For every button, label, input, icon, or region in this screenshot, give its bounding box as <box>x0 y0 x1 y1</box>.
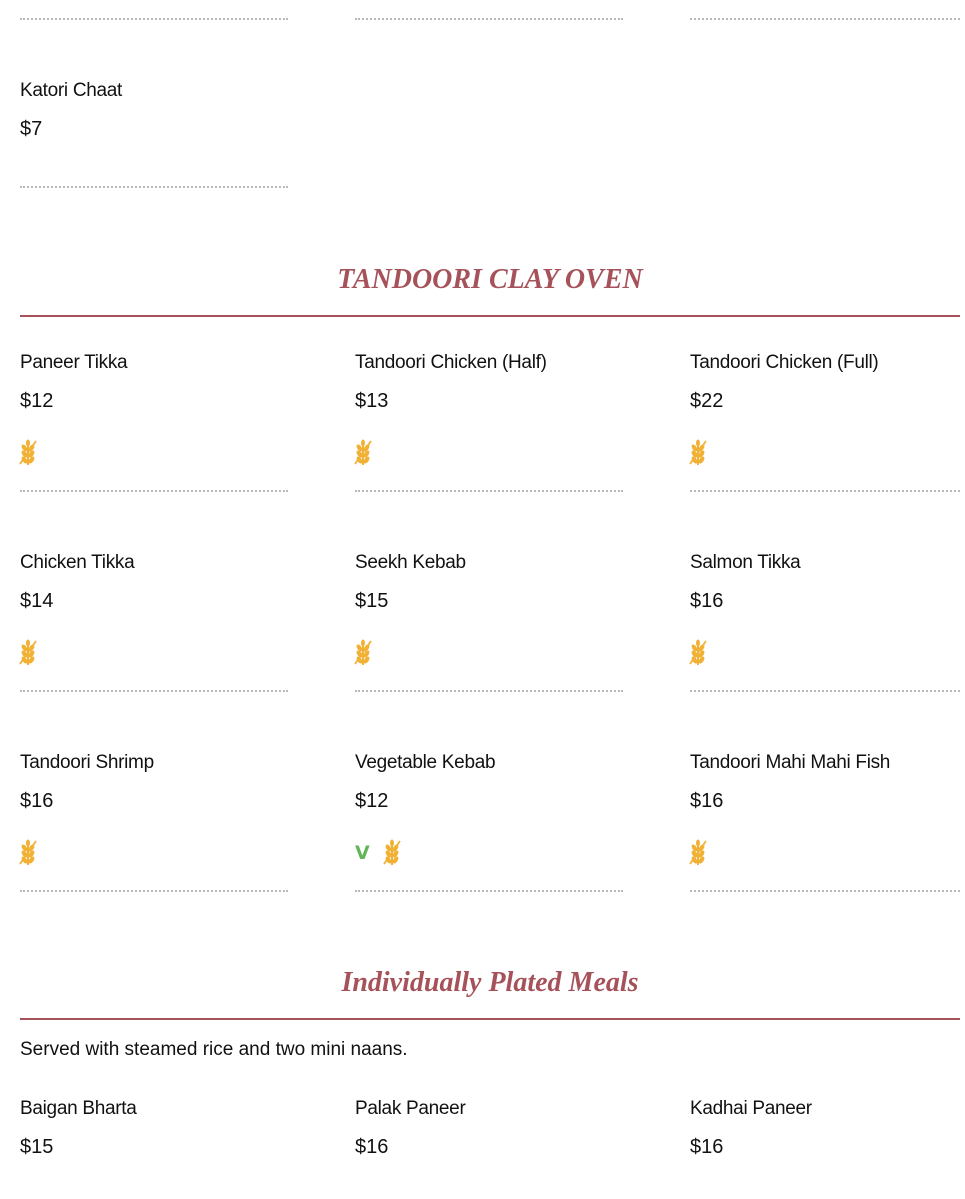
dietary-icons <box>18 438 38 468</box>
menu-item-name: Palak Paneer <box>355 1098 466 1119</box>
menu-item-price: $16 <box>690 1136 724 1158</box>
menu-item-price: $12 <box>20 390 54 412</box>
dietary-icons <box>353 438 373 468</box>
menu-item-name: Chicken Tikka <box>20 552 135 573</box>
menu-item-name: Paneer Tikka <box>20 352 128 373</box>
menu-item-price: $16 <box>355 1136 389 1158</box>
menu-item-name: Tandoori Chicken (Half) <box>355 352 547 373</box>
menu-item-name: Vegetable Kebab <box>355 752 496 773</box>
item-divider <box>355 18 623 20</box>
menu-item-price: $13 <box>355 390 389 412</box>
item-divider <box>20 490 288 492</box>
menu-item-price: $16 <box>20 790 54 812</box>
gluten-free-icon <box>353 638 373 668</box>
menu-item-price: $15 <box>355 590 389 612</box>
dietary-icons <box>355 838 402 868</box>
gluten-free-icon <box>688 638 708 668</box>
menu-item-price: $15 <box>20 1136 54 1158</box>
gluten-free-icon <box>18 838 38 868</box>
item-divider <box>20 690 288 692</box>
menu-item-name: Salmon Tikka <box>690 552 801 573</box>
item-divider <box>355 890 623 892</box>
dietary-icons <box>688 838 708 868</box>
gluten-free-icon <box>18 438 38 468</box>
menu-item-name: Katori Chaat <box>20 80 123 101</box>
menu-item-price: $7 <box>20 118 43 140</box>
menu-item-price: $16 <box>690 590 724 612</box>
section-note: Served with steamed rice and two mini naans. <box>20 1039 408 1060</box>
menu-item-name: Tandoori Chicken (Full) <box>690 352 879 373</box>
section-divider <box>20 1018 960 1020</box>
gluten-free-icon <box>688 838 708 868</box>
menu-item-name: Baigan Bharta <box>20 1098 137 1119</box>
gluten-free-icon <box>353 438 373 468</box>
menu-item-name: Seekh Kebab <box>355 552 466 573</box>
item-divider <box>20 18 288 20</box>
item-divider <box>690 18 960 20</box>
menu-item-name: Tandoori Mahi Mahi Fish <box>690 752 891 773</box>
dietary-icons <box>688 438 708 468</box>
menu-item-name: Kadhai Paneer <box>690 1098 812 1119</box>
menu-item-price: $14 <box>20 590 54 612</box>
menu-item-name: Tandoori Shrimp <box>20 752 154 773</box>
gluten-free-icon <box>18 638 38 668</box>
dietary-icons <box>353 638 373 668</box>
menu-item-price: $16 <box>690 790 724 812</box>
item-divider <box>690 890 960 892</box>
item-divider <box>690 690 960 692</box>
menu-item-price: $12 <box>355 790 389 812</box>
item-divider <box>355 690 623 692</box>
dietary-icons <box>18 838 38 868</box>
section-divider <box>20 315 960 317</box>
gluten-free-icon <box>688 438 708 468</box>
dietary-icons <box>688 638 708 668</box>
section-title-plated-meals: Individually Plated Meals <box>341 967 639 998</box>
section-title-tandoori: TANDOORI CLAY OVEN <box>337 264 643 295</box>
menu-item-price: $22 <box>690 390 724 412</box>
item-divider <box>355 490 623 492</box>
item-divider <box>20 186 288 188</box>
gluten-free-icon <box>382 838 402 868</box>
vegetarian-icon: V <box>355 842 370 864</box>
item-divider <box>690 490 960 492</box>
item-divider <box>20 890 288 892</box>
dietary-icons <box>18 638 38 668</box>
